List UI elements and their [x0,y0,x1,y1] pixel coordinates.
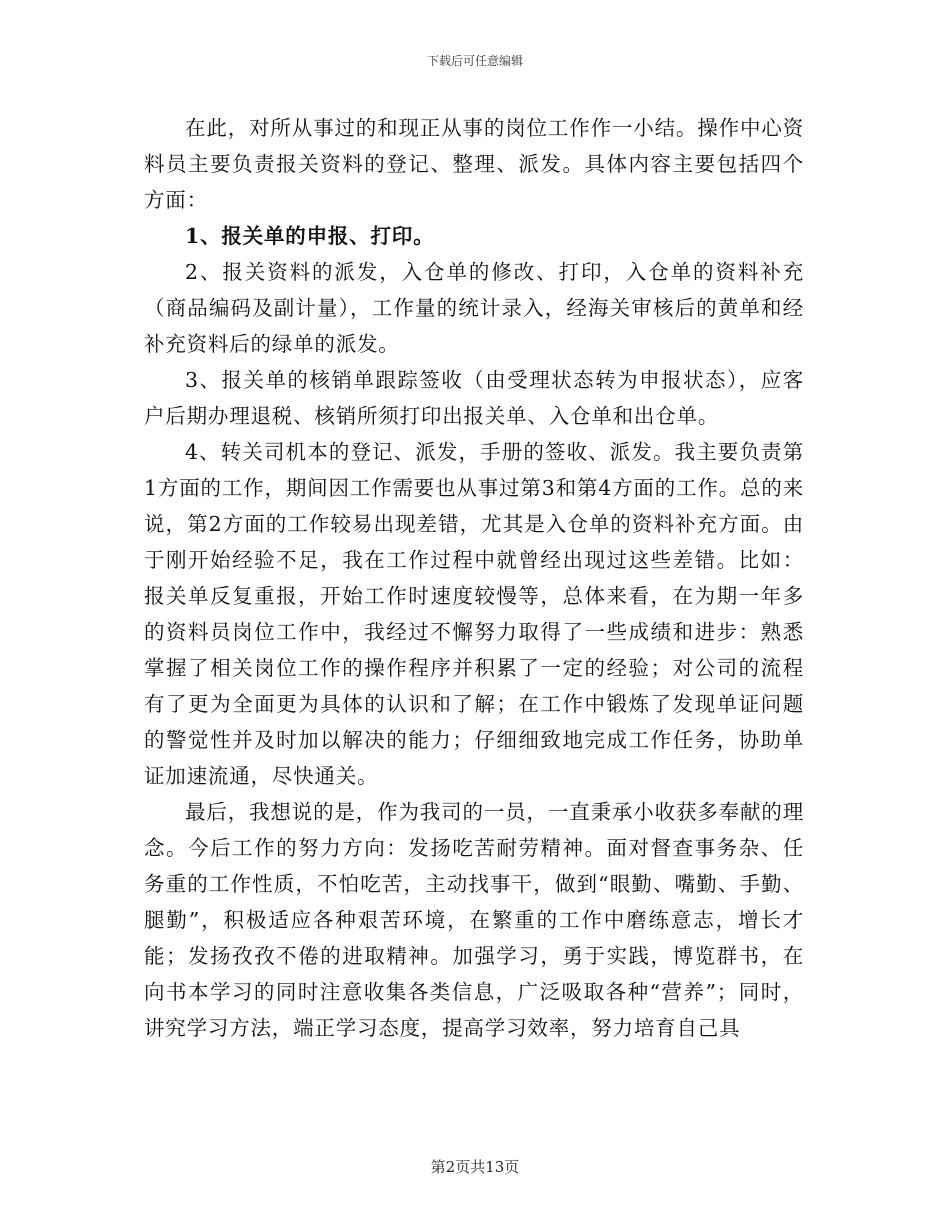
paragraph-conclusion: 最后，我想说的是，作为我司的一员，一直秉承小收获多奉献的理念。今后工作的努力方向：发扬吃苦耐劳精神。面对督查事务杂、任务重的工作性质，不怕吃苦，主动找事干，做到“眼勤、嘴勤、手勤、腿勤”，积极适应各种艰苦环境，在繁重的工作中磨练意志，增长才能；发扬孜孜不倦的进取精神。加强学习，勇于实践，博览群书，在向书本学习的同时注意收集各类信息，广泛吸取各种“营养”；同时，讲究学习方法，端正学习态度，提高学习效率，努力培育自己具 [144,800,804,1040]
page-header: 下载后可任意编辑 [426,54,523,68]
paragraph-item-1: 1、报关单的申报、打印。 [185,224,435,248]
paragraph-item-3: 3、报关单的核销单跟踪签收（由受理状态转为申报状态），应客户后期办理退税、核销所须打印出报关单、入仓单和出仓单。 [144,368,804,428]
paragraph-item-2: 2、报关资料的派发，入仓单的修改、打印，入仓单的资料补充（商品编码及副计量），工作量的统计录入，经海关审核后的黄单和经补充资料后的绿单的派发。 [144,260,804,356]
paragraph-item-4: 4、转关司机本的登记、派发，手册的签收、派发。我主要负责第1方面的工作，期间因工作需要也从事过第3和第4方面的工作。总的来说，第2方面的工作较易出现差错，尤其是入仓单的资料补充方面。由于刚开始经验不足，我在工作过程中就曾经出现过这些差错。比如：报关单反复重报，开始工作时速度较慢等，总体来看，在为期一年多的资料员岗位工作中，我经过不懈努力取得了一些成绩和进步：熟悉掌握了相关岗位工作的操作程序并积累了一定的经验；对公司的流程有了更为全面更为具体的认识和了解；在工作中锻炼了发现单证问题的警觉性并及时加以解决的能力；仔细细致地完成工作任务，协助单证加速流通，尽快通关。 [144,440,804,788]
paragraph-intro: 在此，对所从事过的和现正从事的岗位工作作一小结。操作中心资料员主要负责报关资料的登记、整理、派发。具体内容主要包括四个方面： [144,116,804,212]
document-body [144,110,804,1046]
page-number-footer: 第2页共13页 [430,1158,520,1176]
